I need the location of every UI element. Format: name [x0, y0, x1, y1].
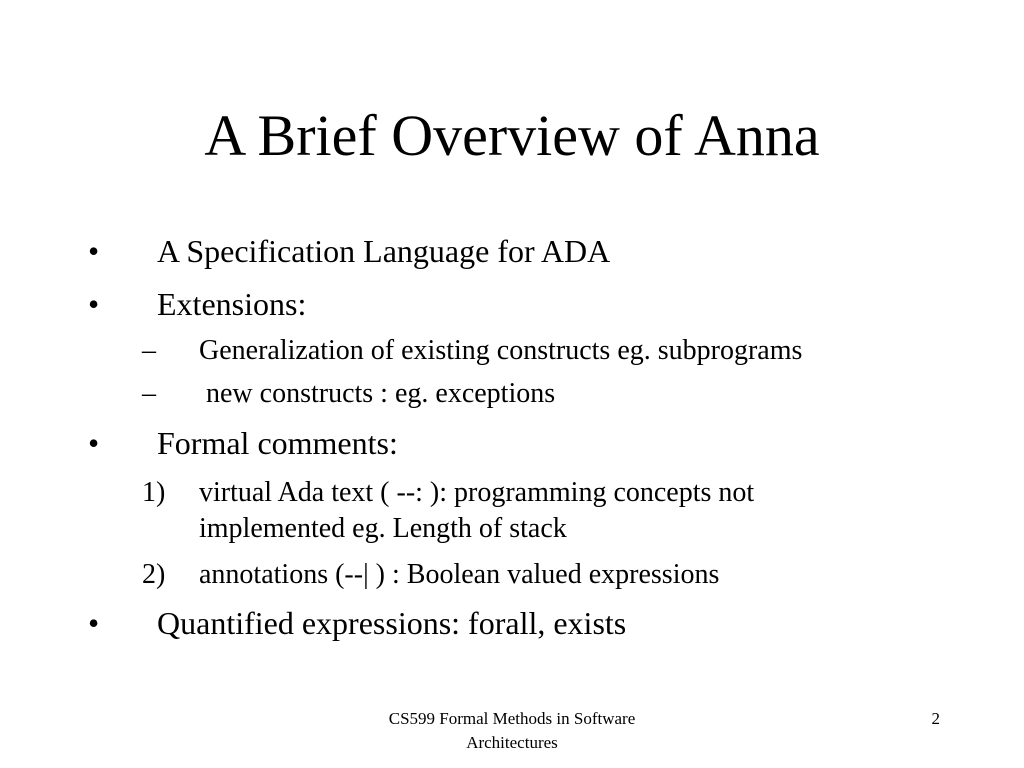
bullet-marker: • [88, 233, 100, 269]
bullet-item [0, 232, 1024, 270]
numbered-text: virtual Ada text ( --: ): programming concepts not [199, 477, 755, 508]
sub-bullet-item [0, 333, 1024, 369]
numbered-item [0, 557, 1024, 593]
bullet-item [0, 424, 1024, 462]
slide-title: A Brief Overview of Anna [204, 103, 820, 168]
number-marker: 1) [142, 477, 166, 508]
bullet-text: A Specification Language for ADA [157, 233, 611, 269]
numbered-text-continuation: implemented eg. Length of stack [199, 513, 567, 544]
bullet-marker: • [88, 605, 100, 641]
bullet-marker: • [88, 425, 100, 461]
bullet-marker: • [88, 286, 100, 322]
number-marker: 2) [142, 559, 166, 590]
bullet-item [0, 604, 1024, 642]
numbered-item [0, 475, 1024, 547]
footer-course-title: CS599 Formal Methods in Software Architectures [388, 709, 636, 752]
sub-bullet-text: Generalization of existing constructs eg. subprograms [199, 335, 803, 366]
bullet-text: Formal comments: [157, 425, 398, 461]
sub-bullet-item [0, 376, 1024, 412]
numbered-text: annotations (--| ) : Boolean valued expressions [199, 559, 720, 590]
bullet-item [0, 285, 1024, 323]
sub-bullet-text: new constructs : eg. exceptions [199, 378, 556, 409]
bullet-text: Extensions: [157, 286, 307, 322]
footer-page-number: 2 [931, 709, 940, 728]
dash-marker: – [142, 335, 156, 366]
bullet-text: Quantified expressions: forall, exists [157, 605, 627, 641]
dash-marker: – [142, 378, 156, 409]
